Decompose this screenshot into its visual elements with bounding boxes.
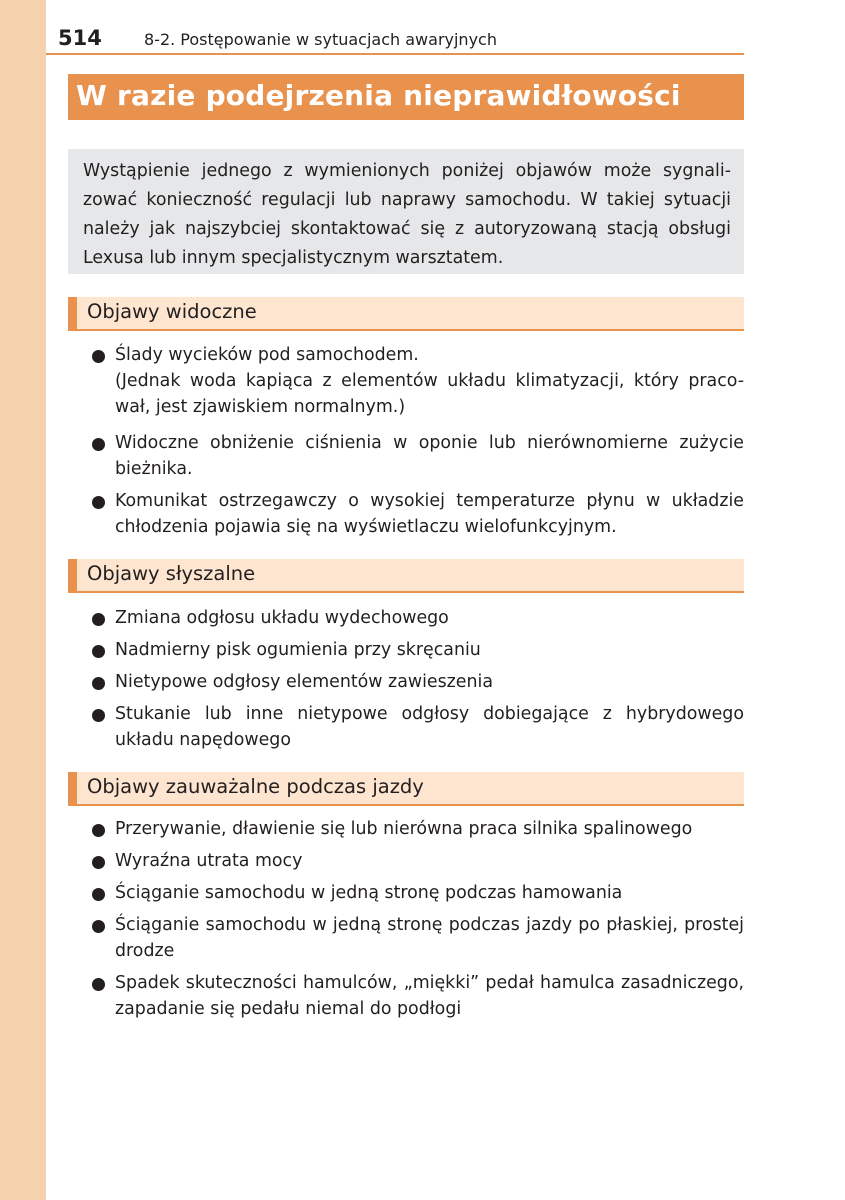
list-item [90, 430, 744, 482]
bullet-icon [92, 978, 105, 991]
bullet-icon [92, 709, 105, 722]
list-item [90, 970, 744, 1022]
list-item-text: Komunikat ostrzegawczy o wysokiej temperaturze płynu w układzie chłodzenia pojawia się na wyświetlaczu wielofunkcyjnym. [115, 491, 744, 537]
intro-box [68, 149, 744, 274]
list-item [90, 848, 744, 874]
heading-marker [68, 297, 77, 331]
list-item-text: Ściąganie samochodu w jedną stronę podczas jazdy po płaskiej, prostej drodze [115, 915, 744, 961]
section-heading-text: Objawy słyszalne [87, 562, 256, 585]
section-reference: 8-2. Postępowanie w sytuacjach awaryjnych [144, 30, 497, 49]
bullet-icon [92, 438, 105, 451]
section-heading-driving [68, 772, 744, 806]
bullet-icon [92, 920, 105, 933]
symptom-list-visible [90, 342, 744, 540]
heading-marker [68, 559, 77, 593]
list-item-text: Nietypowe odgłosy elementów zawieszenia [115, 672, 493, 692]
list-item [90, 701, 744, 753]
list-item [90, 637, 744, 663]
title-bar [68, 74, 744, 120]
list-item-text: Zmiana odgłosu układu wydechowego [115, 608, 449, 628]
list-item-text: Widoczne obniżenie ciśnienia w oponie lub nierównomierne zużycie bieżnika. [115, 433, 744, 479]
page-title: W razie podejrzenia nieprawidłowości [76, 79, 681, 112]
bullet-icon [92, 824, 105, 837]
heading-marker [68, 772, 77, 806]
list-item [90, 816, 744, 842]
list-item-text: Nadmierny pisk ogumienia przy skręcaniu [115, 640, 481, 660]
section-heading-visible [68, 297, 744, 331]
bullet-icon [92, 856, 105, 869]
list-item-text: Ściąganie samochodu w jedną stronę podczas hamowania [115, 883, 623, 903]
symptom-list-audible [90, 605, 744, 753]
section-heading-text: Objawy zauważalne podczas jazdy [87, 775, 424, 798]
list-item [90, 605, 744, 631]
bullet-icon [92, 888, 105, 901]
bullet-icon [92, 613, 105, 626]
list-item [90, 669, 744, 695]
list-item-text: Spadek skuteczności hamulców, „miękki” pedał hamulca zasadniczego, zapadanie się pedału niemal do podłogi [115, 973, 744, 1019]
header-rule [46, 53, 744, 55]
list-item [90, 342, 744, 420]
list-item-text: Ślady wycieków pod samochodem. [115, 345, 419, 365]
intro-text: Wystąpienie jednego z wymienionych poniżej objawów może sygnali-zować konieczność regulacji lub naprawy samochodu. W takiej sytuacji należy jak najszybciej skontaktować się z autoryzowaną stacją obsługi Lexusa lub innym specjalistycznym warsztatem. [83, 161, 731, 268]
list-item [90, 488, 744, 540]
bullet-icon [92, 496, 105, 509]
symptom-list-driving [90, 816, 744, 1022]
list-item [90, 912, 744, 964]
list-item [90, 880, 744, 906]
side-strip [0, 0, 46, 1200]
list-item-text: Stukanie lub inne nietypowe odgłosy dobiegające z hybrydowego układu napędowego [115, 704, 744, 750]
bullet-icon [92, 350, 105, 363]
list-item-note: (Jednak woda kapiąca z elementów układu klimatyzacji, który praco-wał, jest zjawiskiem normalnym.) [115, 371, 744, 417]
section-heading-audible [68, 559, 744, 593]
page-number: 514 [58, 26, 102, 50]
bullet-icon [92, 645, 105, 658]
section-heading-text: Objawy widoczne [87, 300, 257, 323]
list-item-text: Przerywanie, dławienie się lub nierówna praca silnika spalinowego [115, 819, 693, 839]
bullet-icon [92, 677, 105, 690]
list-item-text: Wyraźna utrata mocy [115, 851, 303, 871]
